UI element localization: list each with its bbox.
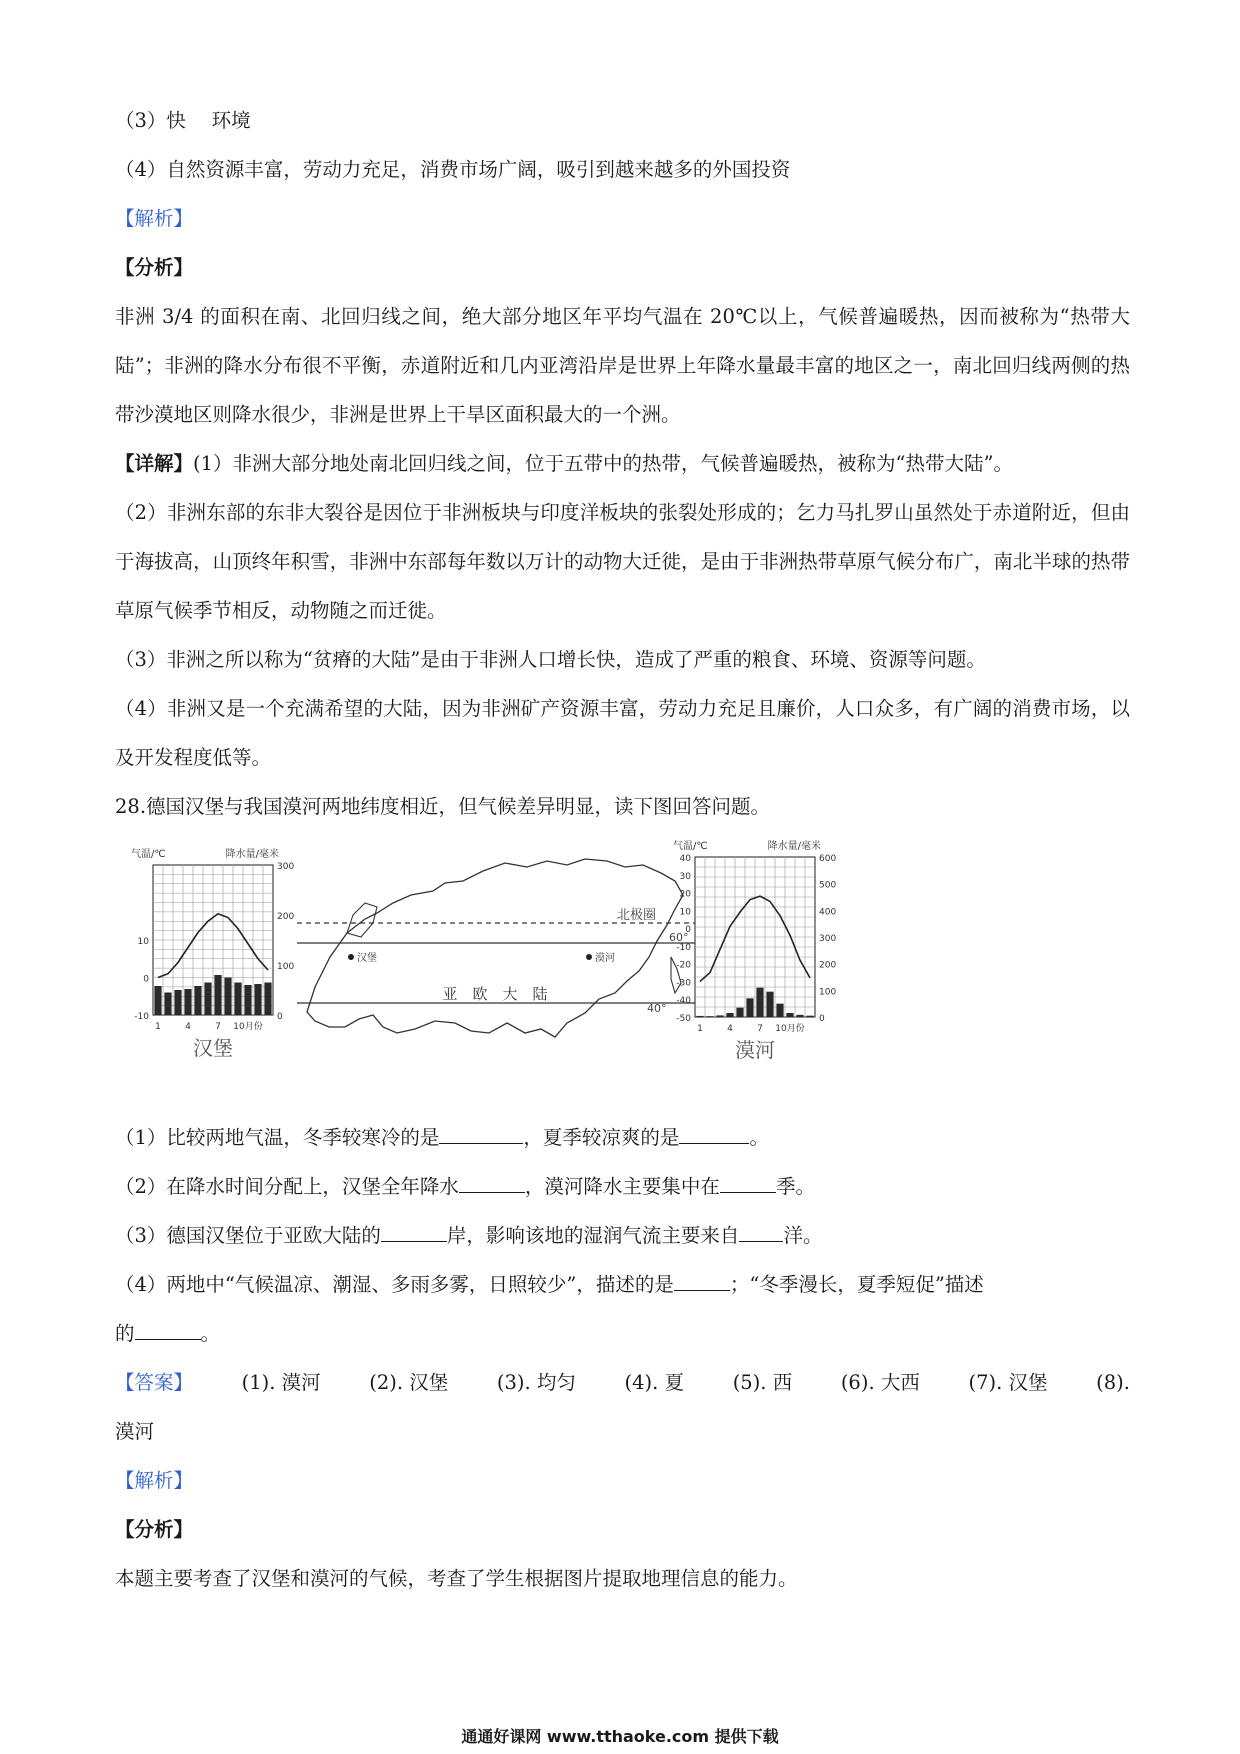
detail-4: （4）非洲又是一个充满希望的大陆，因为非洲矿产资源丰富，劳动力充足且廉价，人口众多，有广阔的消费市场，以及开发程度低等。	[115, 697, 1130, 769]
hamburg-chart-precip-bar	[174, 990, 181, 1015]
q4-part-d: 。	[200, 1322, 221, 1345]
mohe-chart-temp-tick: -40	[676, 996, 691, 1007]
mohe-map-label: 漠河	[595, 953, 615, 964]
hamburg-chart-temp-tick: 10	[137, 937, 149, 947]
mohe-chart-month-tick: 7	[757, 1024, 763, 1034]
xiangjie-label: 【详解】	[115, 452, 194, 475]
mohe-chart-temp-tick: -30	[676, 978, 691, 989]
hamburg-chart-month-tick: 1	[155, 1022, 161, 1032]
question-28-4-cont	[115, 1309, 1130, 1358]
mohe-chart-precip-tick: 200	[819, 960, 837, 971]
detail-1	[115, 439, 1130, 488]
answer-item: (8).	[1096, 1371, 1130, 1394]
mohe-chart-temp-tick: -10	[676, 942, 691, 953]
question-28-stem: 28.德国汉堡与我国漠河两地纬度相近，但气候差异明显，读下图回答问题。	[115, 795, 771, 818]
detail-1-text: (1）非洲大部分地处南北回归线之间，位于五带中的热带，气候普遍暖热，被称为“热带大陆”。	[193, 452, 1013, 475]
mohe-chart-precip-bar	[786, 1013, 793, 1017]
arctic-circle-label: 北极圈	[617, 908, 657, 923]
hamburg-chart-precip-bar	[224, 978, 231, 1016]
q4-part-c: 的	[115, 1322, 135, 1345]
hamburg-chart-city-name: 汉堡	[193, 1036, 233, 1060]
hamburg-chart-precip-bar	[154, 986, 161, 1015]
q3-part-b: 岸，影响该地的湿润气流主要来自	[446, 1224, 740, 1247]
hamburg-chart-precip-bar	[184, 989, 191, 1015]
hamburg-chart-month-tick: 10月份	[233, 1022, 263, 1032]
answer-blank[interactable]	[381, 1221, 447, 1242]
lat-40-label: 40°	[647, 1002, 667, 1015]
q3-part-c: 洋。	[783, 1224, 823, 1247]
mohe-chart-precip-bar	[726, 1013, 733, 1017]
mohe-chart-month-tick: 1	[697, 1024, 703, 1034]
answer-tail: 漠河	[115, 1420, 155, 1443]
q1-part-b: ，夏季较凉爽的是	[523, 1126, 680, 1149]
answer-blank[interactable]	[674, 1270, 730, 1291]
q2-part-b: ，漠河降水主要集中在	[524, 1175, 720, 1198]
hamburg-chart-precip-tick: 100	[277, 962, 295, 972]
hamburg-chart-temp-tick: -10	[134, 1012, 149, 1022]
mohe-chart-temp-tick: 0	[685, 925, 691, 936]
hamburg-chart-month-tick: 4	[185, 1022, 191, 1032]
q3-part-a: （3）德国汉堡位于亚欧大陆的	[115, 1224, 381, 1247]
answer-item: (3). 均匀	[496, 1371, 576, 1394]
mohe-chart-precip-bar	[736, 1008, 743, 1017]
question-28-analysis: 本题主要考查了汉堡和漠河的气候，考查了学生根据图片提取地理信息的能力。	[115, 1567, 798, 1590]
hamburg-chart-temp-axis-title: 气温/℃	[131, 849, 166, 860]
mohe-chart-month-tick: 10月份	[775, 1024, 805, 1034]
answer-blank[interactable]	[739, 1221, 783, 1242]
hamburg-chart-precip-tick: 200	[277, 912, 295, 922]
answer-item: (7). 汉堡	[968, 1371, 1048, 1394]
hamburg-chart-precip-bar	[254, 984, 261, 1015]
fenxi-label-2: 【分析】	[115, 1518, 194, 1541]
question-28-1	[115, 1113, 1130, 1162]
hamburg-chart-precip-tick: 300	[277, 862, 295, 872]
mohe-chart-precip-axis-title: 降水量/毫米	[767, 841, 821, 852]
continent-label: 亚 欧 大 陆	[442, 985, 548, 1003]
q2-part-a: （2）在降水时间分配上，汉堡全年降水	[115, 1175, 459, 1198]
mohe-chart-precip-tick: 600	[819, 854, 837, 864]
climate-figure	[115, 837, 905, 1109]
mohe-chart-precip-bar	[696, 1016, 703, 1017]
jiexi-label: 【解析】	[115, 207, 194, 230]
answer-blank[interactable]	[720, 1172, 776, 1193]
mohe-chart-temp-tick: 30	[679, 871, 691, 882]
mohe-location-dot	[586, 954, 592, 960]
detail-3: （3）非洲之所以称为“贫瘠的大陆”是由于非洲人口增长快，造成了严重的粮食、环境、资源等问题。	[115, 648, 986, 671]
hamburg-chart-temp-tick: 0	[143, 974, 149, 985]
eurasia-outline	[307, 859, 683, 1037]
q2-part-c: 季。	[775, 1175, 815, 1198]
hamburg-chart-precip-axis-title: 降水量/毫米	[225, 849, 279, 860]
mohe-chart-precip-bar	[716, 1015, 723, 1017]
mohe-chart-city-name: 漠河	[735, 1038, 775, 1062]
mohe-chart-precip-bar	[756, 988, 763, 1017]
answer-item: (5). 西	[732, 1371, 793, 1394]
mohe-chart-precip-bar	[806, 1016, 813, 1017]
mohe-chart-precip-bar	[746, 998, 753, 1017]
jiexi-label-2: 【解析】	[115, 1469, 194, 1492]
mohe-chart-month-tick: 4	[727, 1024, 733, 1034]
question-28-3	[115, 1211, 1130, 1260]
prev-answer-3: （3）快 环境	[115, 109, 251, 132]
mohe-chart-precip-bar	[766, 992, 773, 1017]
mohe-chart-precip-bar	[776, 1004, 783, 1017]
hamburg-chart-precip-bar	[204, 983, 211, 1016]
climate-figure-svg	[115, 837, 905, 1109]
hamburg-chart-precip-tick: 0	[277, 1012, 283, 1022]
mohe-chart-temp-tick: -20	[676, 960, 691, 971]
question-28-4	[115, 1260, 1130, 1309]
mohe-chart-precip-tick: 400	[819, 907, 837, 918]
answer-blank[interactable]	[439, 1123, 523, 1144]
q1-part-a: （1）比较两地气温，冬季较寒冷的是	[115, 1126, 440, 1149]
daan-label: 【答案】	[115, 1371, 194, 1394]
hamburg-chart-precip-bar	[234, 983, 241, 1016]
mohe-chart-precip-bar	[706, 1016, 713, 1017]
answer-item: (1). 漠河	[241, 1371, 321, 1394]
question-28-2	[115, 1162, 1130, 1211]
q4-part-b: ；“冬季漫长，夏季短促”描述	[729, 1273, 984, 1296]
mohe-chart-precip-tick: 300	[819, 934, 837, 944]
mohe-chart-temp-tick: -50	[676, 1014, 691, 1024]
hamburg-chart-month-tick: 7	[215, 1022, 221, 1032]
answer-item: (4). 夏	[624, 1371, 685, 1394]
hamburg-chart-precip-bar	[244, 985, 251, 1015]
answer-blank[interactable]	[679, 1123, 749, 1144]
page-footer: 通通好课网 www.tthaoke.com 提供下载	[461, 1727, 779, 1746]
hamburg-location-dot	[348, 954, 354, 960]
hamburg-chart-precip-bar	[194, 986, 201, 1015]
hamburg-chart-precip-bar	[164, 993, 171, 1016]
answer-row	[115, 1358, 1130, 1407]
answer-item: (2). 汉堡	[369, 1371, 449, 1394]
answer-blank[interactable]	[459, 1172, 525, 1193]
lat-60-label: 60°	[669, 931, 689, 944]
mohe-chart-temp-tick: 10	[679, 907, 691, 918]
q4-part-a: （4）两地中“气候温凉、潮湿、多雨多雾，日照较少”，描述的是	[115, 1273, 674, 1296]
scandinavia-outline	[347, 903, 377, 937]
hamburg-chart-precip-bar	[214, 975, 221, 1015]
mohe-chart-precip-tick: 100	[819, 987, 837, 998]
mohe-chart-temp-tick: 40	[679, 854, 691, 864]
mohe-chart-temp-axis-title: 气温/℃	[673, 841, 708, 852]
mohe-chart-precip-tick: 0	[819, 1014, 825, 1024]
hamburg-chart-precip-bar	[264, 983, 271, 1016]
mohe-chart-temp-tick: 20	[679, 889, 691, 900]
mohe-chart-precip-tick: 500	[819, 880, 837, 891]
detail-2: （2）非洲东部的东非大裂谷是因位于非洲板块与印度洋板块的张裂处形成的；乞力马扎罗山虽然处于赤道附近，但由于海拔高，山顶终年积雪，非洲中东部每年数以万计的动物大迁徙，是由于非洲热带草原气候分布广，南北半球的热带草原气候季节相反，动物随之而迁徙。	[115, 501, 1130, 622]
mohe-chart-precip-bar	[796, 1015, 803, 1017]
q1-part-c: 。	[749, 1126, 769, 1149]
analysis-prev: 非洲 3/4 的面积在南、北回归线之间，绝大部分地区年平均气温在 20℃以上，气候普遍暖热，因而被称为“热带大陆”；非洲的降水分布很不平衡，赤道附近和几内亚湾沿岸是世界上年降水量最丰富的地区之一，南北回归线两侧的热带沙漠地区则降水很少，非洲是世界上干旱区面积最大的一个洲。	[115, 305, 1130, 426]
fenxi-label: 【分析】	[115, 256, 194, 279]
answer-item: (6). 大西	[840, 1371, 920, 1394]
answer-blank[interactable]	[135, 1319, 201, 1340]
prev-answer-4: （4）自然资源丰富，劳动力充足，消费市场广阔，吸引到越来越多的外国投资	[115, 158, 791, 181]
hamburg-map-label: 汉堡	[357, 953, 377, 964]
page-content	[115, 96, 1130, 1603]
